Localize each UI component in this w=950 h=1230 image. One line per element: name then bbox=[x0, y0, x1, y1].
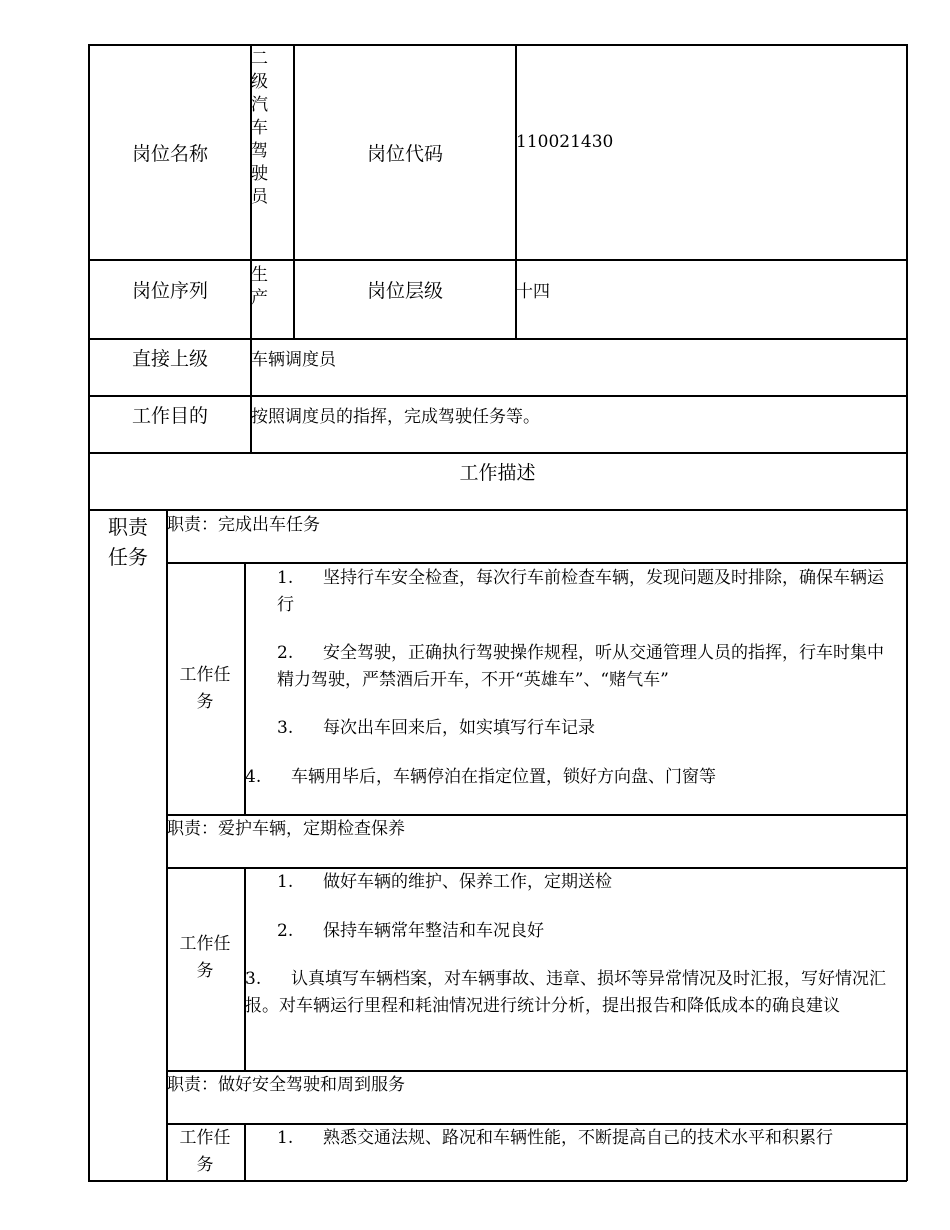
list-item bbox=[277, 715, 889, 742]
post-name-value: 二级汽车驾驶员 bbox=[251, 49, 268, 207]
list-text: 保持车辆常年整洁和车况良好 bbox=[323, 921, 544, 941]
list-item bbox=[277, 918, 889, 945]
list-item bbox=[277, 640, 889, 694]
list-number: 3. bbox=[245, 969, 262, 989]
list-number: 1. bbox=[277, 568, 294, 588]
list-item bbox=[277, 565, 889, 619]
list-number: 4. bbox=[245, 767, 262, 787]
list-text: 坚持行车安全检查，每次行车前检查车辆，发现问题及时排除，确保车辆运行 bbox=[277, 568, 884, 615]
post-name-label: 岗位名称 bbox=[131, 143, 208, 165]
duty-title: 职责：爱护车辆，定期检查保养 bbox=[167, 819, 405, 839]
list-number: 3. bbox=[277, 718, 294, 738]
duty-title: 职责：完成出车任务 bbox=[167, 515, 320, 535]
list-text: 每次出车回来后，如实填写行车记录 bbox=[323, 718, 595, 738]
list-number: 2. bbox=[277, 643, 294, 663]
level-value: 十四 bbox=[516, 281, 550, 302]
list-text: 安全驾驶，正确执行驾驶操作规程，听从交通管理人员的指挥，行车时集中精力驾驶，严禁酒后开车，不开“英雄车”、“赌气车” bbox=[277, 643, 884, 690]
post-code-value: 110021430 bbox=[516, 132, 614, 152]
duty-section-label: 职责任务 bbox=[108, 515, 148, 569]
purpose-label: 工作目的 bbox=[131, 405, 208, 427]
list-text: 车辆用毕后，车辆停泊在指定位置，锁好方向盘、门窗等 bbox=[291, 767, 716, 787]
sequence-label: 岗位序列 bbox=[131, 279, 208, 302]
post-code-label: 岗位代码 bbox=[366, 143, 443, 165]
list-text: 认真填写车辆档案，对车辆事故、违章、损坏等异常情况及时汇报，写好情况汇报。对车辆运行里程和耗油情况进行统计分析，提出报告和降低成本的确良建议 bbox=[245, 969, 886, 1016]
task-label: 工作任务 bbox=[179, 1128, 231, 1175]
list-item bbox=[245, 764, 895, 791]
task-label: 工作任务 bbox=[179, 934, 231, 981]
task-label: 工作任务 bbox=[179, 665, 231, 712]
list-number: 1. bbox=[277, 1128, 294, 1148]
list-item bbox=[245, 966, 899, 1020]
supervisor-label: 直接上级 bbox=[131, 348, 208, 370]
supervisor-value: 车辆调度员 bbox=[251, 350, 336, 370]
description-title: 工作描述 bbox=[459, 462, 536, 484]
duty-title: 职责：做好安全驾驶和周到服务 bbox=[167, 1075, 405, 1095]
list-item bbox=[277, 869, 889, 896]
list-text: 熟悉交通法规、路况和车辆性能，不断提高自己的技术水平和积累行 bbox=[323, 1128, 833, 1148]
list-item bbox=[277, 1125, 889, 1179]
list-number: 1. bbox=[277, 872, 294, 892]
list-text: 做好车辆的维护、保养工作，定期送检 bbox=[323, 872, 612, 892]
purpose-value: 按照调度员的指挥，完成驾驶任务等。 bbox=[251, 407, 540, 427]
sequence-value: 生产 bbox=[251, 265, 268, 308]
list-number: 2. bbox=[277, 921, 294, 941]
level-label: 岗位层级 bbox=[366, 279, 443, 302]
